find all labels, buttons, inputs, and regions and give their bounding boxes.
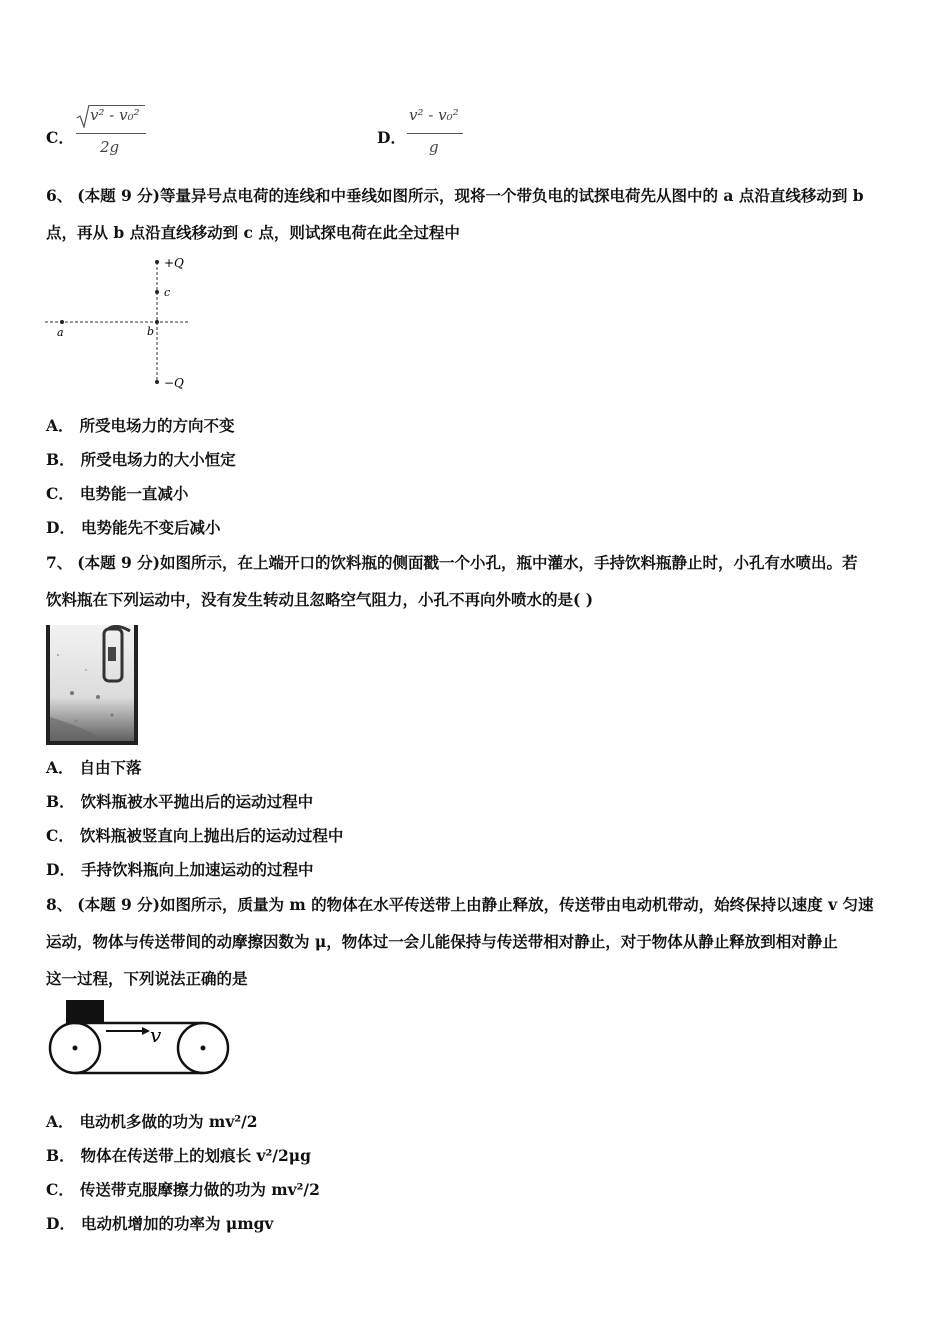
option-text: 饮料瓶被水平抛出后的运动过程中 <box>80 792 314 811</box>
option-letter: C． <box>46 484 74 503</box>
option-letter: A． <box>46 416 74 435</box>
option-letter: C． <box>46 826 74 845</box>
q6-charge-diagram <box>40 252 200 392</box>
c-label: c <box>164 286 171 299</box>
sqrt-overline <box>89 105 145 106</box>
option-letter: A． <box>46 758 74 777</box>
option-text: 手持饮料瓶向上加速运动的过程中 <box>80 860 314 879</box>
option-letter: D． <box>46 860 75 879</box>
option-text: 饮料瓶被竖直向上抛出后的运动过程中 <box>79 826 344 845</box>
q8-conveyor-diagram <box>44 998 234 1078</box>
q7-option-b[interactable] <box>46 792 313 812</box>
q7-stem-line2: 饮料瓶在下列运动中，没有发生转动且忽略空气阻力，小孔不再向外喷水的是( ) <box>46 590 594 609</box>
sqrt-sign-icon <box>76 104 90 128</box>
q7-option-a[interactable] <box>46 758 142 778</box>
plus-charge-dot <box>155 260 159 264</box>
q7-bottle-photo <box>46 625 138 745</box>
block-object <box>66 1000 104 1024</box>
q6-stem-line2: 点，再从 b 点沿直线移动到 c 点，则试探电荷在此全过程中 <box>46 223 460 242</box>
q5-option-c-label: C． <box>46 128 74 147</box>
q7-option-c[interactable] <box>46 826 343 846</box>
fraction-bar <box>407 133 463 134</box>
minus-charge-dot <box>155 380 159 384</box>
option-text: 电势能先不变后减小 <box>80 518 221 537</box>
b-label: b <box>147 325 155 338</box>
q8-option-d[interactable] <box>46 1214 273 1234</box>
option-letter: D． <box>46 518 75 537</box>
q5-d-numerator: v² - v₀² <box>409 106 459 124</box>
q8-option-b[interactable] <box>46 1146 311 1166</box>
q6-text-line1: 等量异号点电荷的连线和中垂线如图所示，现将一个带负电的试探电荷先从图中的 a 点沿直线移动到 b <box>159 186 864 205</box>
option-letter: A． <box>46 1112 74 1131</box>
option-text: 电动机多做的功为 mv²/2 <box>79 1112 258 1131</box>
option-text: 自由下落 <box>79 758 142 777</box>
minus-q-label: −Q <box>164 376 184 390</box>
q5-option-d-formula <box>407 106 463 160</box>
q8-stem-line1 <box>46 895 873 915</box>
q8-score: (本题 9 分) <box>77 895 160 914</box>
q8-text-line1: 如图所示，质量为 m 的物体在水平传送带上由静止释放，传送带由电动机带动，始终保持以速度 v 匀速 <box>159 895 874 914</box>
q6-option-b[interactable] <box>46 450 236 470</box>
option-text: 物体在传送带上的划痕长 v²/2μg <box>80 1146 311 1165</box>
point-b-dot <box>155 320 159 324</box>
q7-option-d[interactable] <box>46 860 313 880</box>
q6-option-d[interactable] <box>46 518 220 538</box>
plus-q-label: +Q <box>164 256 184 270</box>
q5-c-numerator: v² - v₀² <box>90 106 140 124</box>
q5-option-c-formula <box>76 104 146 160</box>
q6-option-c[interactable] <box>46 484 188 504</box>
q8-option-c[interactable] <box>46 1180 320 1200</box>
q6-stem-line1 <box>46 186 864 206</box>
q7-number: 7、 <box>46 553 73 572</box>
fraction-bar <box>76 133 146 134</box>
q8-stem-line3: 这一过程，下列说法正确的是 <box>46 969 248 988</box>
option-text: 电动机增加的功率为 μmgv <box>80 1214 274 1233</box>
option-letter: D． <box>46 1214 75 1233</box>
q7-text-line1: 如图所示，在上端开口的饮料瓶的侧面戳一个小孔，瓶中灌水，手持饮料瓶静止时，小孔有水喷出。若 <box>159 553 858 572</box>
q7-score: (本题 9 分) <box>77 553 160 572</box>
point-a-dot <box>60 320 64 324</box>
q8-number: 8、 <box>46 895 73 914</box>
q6-score: (本题 9 分) <box>77 186 160 205</box>
a-label: a <box>57 326 64 339</box>
q6-option-a[interactable] <box>46 416 235 436</box>
option-text: 电势能一直减小 <box>79 484 189 503</box>
option-text: 所受电场力的方向不变 <box>79 416 235 435</box>
option-letter: B． <box>46 450 75 469</box>
option-letter: B． <box>46 792 75 811</box>
q8-option-a[interactable] <box>46 1112 258 1132</box>
point-c-dot <box>155 290 159 294</box>
q5-option-d-label: D． <box>377 128 406 147</box>
option-text: 传送带克服摩擦力做的功为 mv²/2 <box>79 1180 320 1199</box>
option-letter: C． <box>46 1180 74 1199</box>
q5-c-denominator: 2g <box>100 138 120 156</box>
option-letter: B． <box>46 1146 75 1165</box>
q8-stem-line2: 运动，物体与传送带间的动摩擦因数为 μ，物体过一会儿能保持与传送带相对静止，对于物体从静止释放到相对静止 <box>46 932 838 951</box>
q6-number: 6、 <box>46 186 73 205</box>
q7-stem-line1 <box>46 553 858 573</box>
q5-d-denominator: g <box>429 138 439 156</box>
v-label: v <box>150 1023 162 1047</box>
option-text: 所受电场力的大小恒定 <box>80 450 236 469</box>
